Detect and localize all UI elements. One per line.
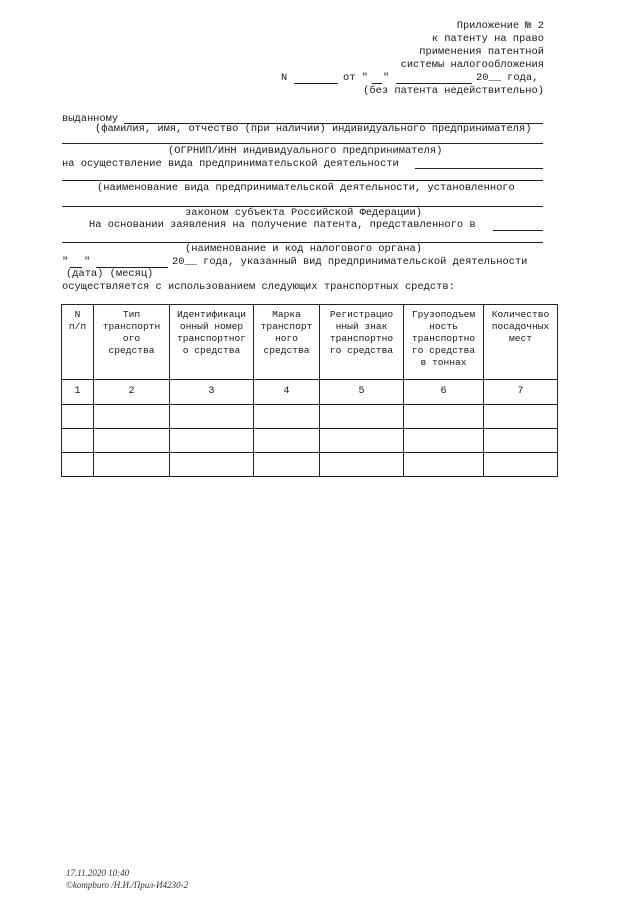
patent-day-field[interactable]: [372, 83, 382, 84]
table-cell[interactable]: [170, 453, 254, 477]
table-header-row: [62, 305, 558, 380]
tax-office-inline-field[interactable]: [493, 230, 543, 231]
col-header-vin: Идентификаци онный номер транспортног о средства: [170, 305, 254, 380]
col-number: 7: [484, 380, 558, 405]
table-cell[interactable]: [320, 429, 404, 453]
patent-number-field[interactable]: [294, 83, 338, 84]
col-header-type: Тип транспортн ого средства: [94, 305, 170, 380]
table-cell[interactable]: [62, 453, 94, 477]
activity-field[interactable]: [62, 180, 543, 181]
table-cell[interactable]: [94, 405, 170, 429]
table-cell[interactable]: [254, 405, 320, 429]
table-cell[interactable]: [254, 453, 320, 477]
table-cell[interactable]: [94, 429, 170, 453]
col-number: 4: [254, 380, 320, 405]
table-cell[interactable]: [170, 405, 254, 429]
table-row: [62, 453, 558, 477]
col-header-seats: Количество посадочных мест: [484, 305, 558, 380]
patent-number-label: N: [281, 72, 288, 84]
date-close-quote: ": [84, 256, 91, 268]
table-cell[interactable]: [404, 429, 484, 453]
patent-date-from: от ": [343, 72, 368, 84]
ogrnip-caption: (ОГРНИП/ИНН индивидуального предпринимателя): [168, 145, 443, 157]
table-cell[interactable]: [484, 453, 558, 477]
appendix-line-1: к патенту на право: [431, 33, 544, 45]
vehicles-table: [61, 304, 558, 477]
fio-caption: (фамилия, имя, отчество (при наличии) индивидуального предпринимателя): [95, 123, 532, 135]
col-header-reg-plate: Регистрацио нный знак транспортно го средства: [320, 305, 404, 380]
tax-office-caption: (наименование и код налогового органа): [185, 243, 422, 255]
patent-year: 20__ года,: [476, 72, 539, 84]
col-number: 3: [170, 380, 254, 405]
footer-timestamp: 17.11.2020 10:40: [66, 868, 130, 878]
appendix-title: Приложение № 2: [456, 20, 544, 32]
table-cell[interactable]: [320, 405, 404, 429]
footer-code: ©kompburo /Н.И./Прил-И4230-2: [66, 880, 189, 890]
patent-month-field[interactable]: [396, 83, 472, 84]
activity-label: на осуществление вида предпринимательской деятельности: [62, 158, 399, 170]
date-caption: (дата) (месяц): [66, 268, 154, 280]
table-cell[interactable]: [484, 429, 558, 453]
date-rest-text: 20__ года, указанный вид предпринимательской деятельности: [172, 256, 528, 268]
col-number: 6: [404, 380, 484, 405]
col-number: 2: [94, 380, 170, 405]
validity-note: (без патента недействительно): [363, 85, 544, 97]
table-cell[interactable]: [254, 429, 320, 453]
table-row: [62, 429, 558, 453]
table-cell[interactable]: [62, 429, 94, 453]
col-header-capacity: Грузоподъем ность транспортно го средства в тоннах: [404, 305, 484, 380]
col-header-brand: Марка транспорт ного средства: [254, 305, 320, 380]
vehicles-intro: осуществляется с использованием следующих транспортных средств:: [62, 281, 455, 293]
basis-text: На основании заявления на получение патента, представленного в: [89, 219, 476, 231]
issued-to-label: выданному: [62, 113, 119, 125]
col-number: 5: [320, 380, 404, 405]
appendix-line-3: системы налогообложения: [400, 59, 544, 71]
table-number-row: [62, 380, 558, 405]
table-cell[interactable]: [320, 453, 404, 477]
appendix-line-2: применения патентной: [419, 46, 544, 58]
activity-caption-1: (наименование вида предпринимательской деятельности, установленного: [97, 182, 515, 194]
table-cell[interactable]: [62, 405, 94, 429]
col-header-number: N п/п: [62, 305, 94, 380]
table-cell[interactable]: [484, 405, 558, 429]
date-open-quote: ": [62, 256, 69, 268]
ogrnip-field[interactable]: [62, 143, 543, 144]
table-row: [62, 405, 558, 429]
table-cell[interactable]: [170, 429, 254, 453]
activity-field-inline[interactable]: [415, 168, 543, 169]
table-cell[interactable]: [404, 405, 484, 429]
patent-day-close-quote: ": [383, 72, 390, 84]
activity-caption-2: законом субъекта Российской Федерации): [185, 207, 422, 219]
table-cell[interactable]: [404, 453, 484, 477]
col-number: 1: [62, 380, 94, 405]
table-cell[interactable]: [94, 453, 170, 477]
